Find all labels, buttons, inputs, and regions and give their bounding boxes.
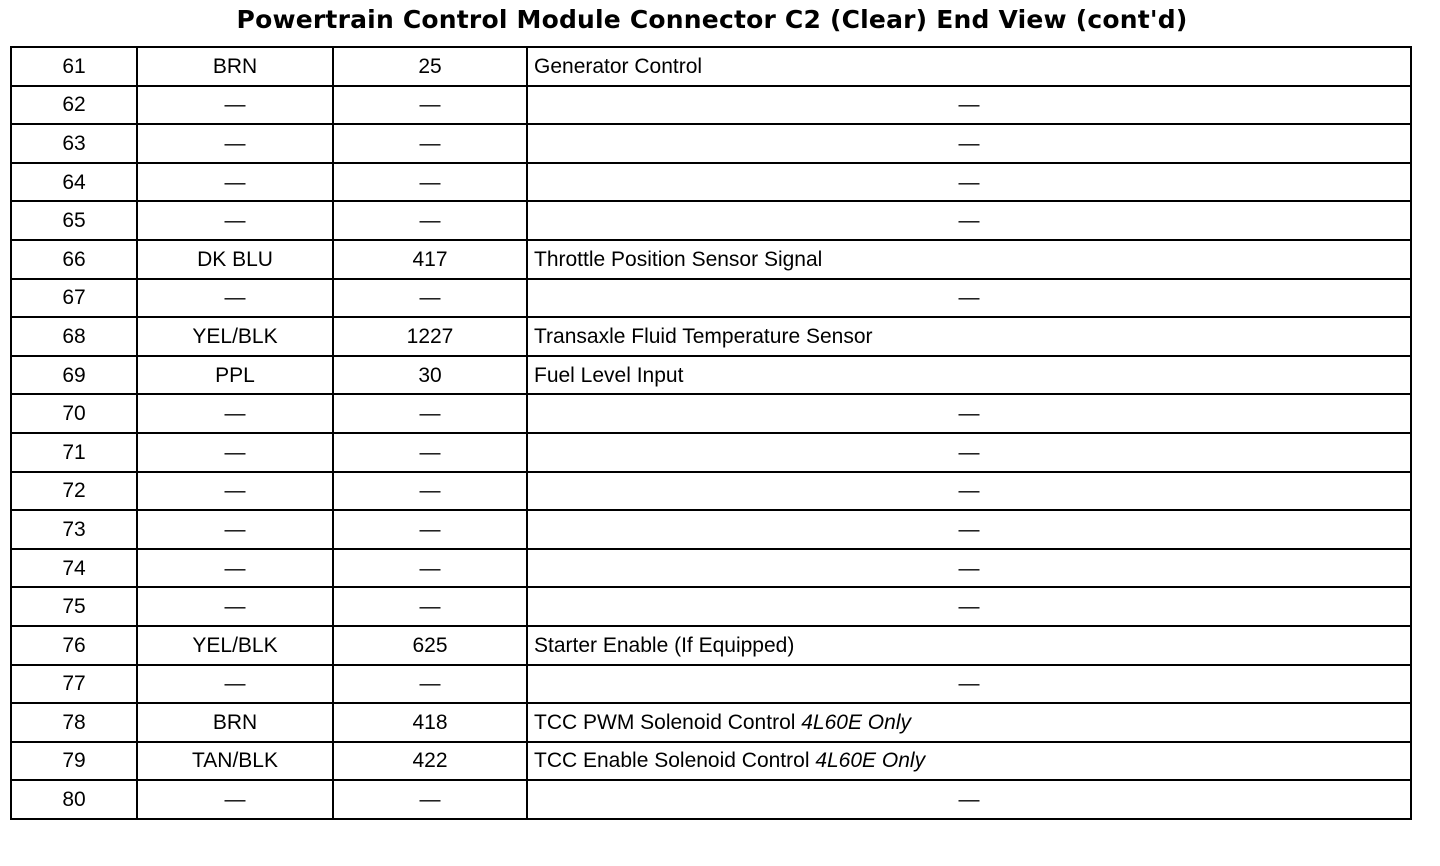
function-text: — (958, 131, 980, 155)
table-row (11, 510, 1411, 549)
table-row (11, 124, 1411, 163)
function-cell (527, 626, 1411, 665)
function-cell (527, 394, 1411, 433)
circuit-number-cell: 30 (333, 356, 527, 395)
function-text: Transaxle Fluid Temperature Sensor (534, 324, 873, 348)
table-row (11, 356, 1411, 395)
function-text: — (958, 170, 980, 194)
function-text: — (958, 440, 980, 464)
table-row (11, 587, 1411, 626)
function-cell (527, 472, 1411, 511)
pin-number-cell: 68 (11, 317, 137, 356)
table-row (11, 780, 1411, 819)
table-row (11, 163, 1411, 202)
function-text: — (958, 556, 980, 580)
circuit-number-cell: 625 (333, 626, 527, 665)
circuit-number-cell: 25 (333, 47, 527, 86)
circuit-number-cell: — (333, 433, 527, 472)
function-cell (527, 356, 1411, 395)
circuit-number-cell: — (333, 549, 527, 588)
function-cell (527, 549, 1411, 588)
pin-number-cell: 74 (11, 549, 137, 588)
function-note: 4L60E Only (801, 710, 911, 734)
pin-number-cell: 76 (11, 626, 137, 665)
function-cell (527, 433, 1411, 472)
circuit-number-cell: 1227 (333, 317, 527, 356)
wire-color-cell: — (137, 665, 333, 704)
function-text: Starter Enable (If Equipped) (534, 633, 795, 657)
function-text: TCC PWM Solenoid Control (534, 710, 802, 734)
wire-color-cell: — (137, 86, 333, 125)
pin-number-cell: 80 (11, 780, 137, 819)
table-row (11, 394, 1411, 433)
circuit-number-cell: 417 (333, 240, 527, 279)
table-row (11, 742, 1411, 781)
pin-number-cell: 77 (11, 665, 137, 704)
function-text: — (958, 595, 980, 619)
connector-pinout-table (10, 46, 1412, 820)
function-cell (527, 317, 1411, 356)
wire-color-cell: DK BLU (137, 240, 333, 279)
wire-color-cell: PPL (137, 356, 333, 395)
function-cell (527, 279, 1411, 318)
wire-color-cell: — (137, 780, 333, 819)
pin-number-cell: 72 (11, 472, 137, 511)
function-text: Fuel Level Input (534, 363, 684, 387)
function-text: — (958, 479, 980, 503)
function-text: — (958, 93, 980, 117)
table-row (11, 703, 1411, 742)
wire-color-cell: — (137, 394, 333, 433)
pin-number-cell: 79 (11, 742, 137, 781)
table-row (11, 201, 1411, 240)
function-text: — (958, 209, 980, 233)
function-text: — (958, 286, 980, 310)
function-text: — (958, 517, 980, 541)
function-text: — (958, 402, 980, 426)
table-row (11, 317, 1411, 356)
circuit-number-cell: — (333, 780, 527, 819)
pin-number-cell: 66 (11, 240, 137, 279)
function-cell (527, 780, 1411, 819)
function-cell (527, 587, 1411, 626)
function-cell (527, 201, 1411, 240)
table-row (11, 626, 1411, 665)
pinout-table-body (11, 47, 1411, 819)
function-cell (527, 163, 1411, 202)
function-cell (527, 86, 1411, 125)
wire-color-cell: — (137, 124, 333, 163)
table-row (11, 240, 1411, 279)
pin-number-cell: 69 (11, 356, 137, 395)
function-cell (527, 124, 1411, 163)
function-text: Generator Control (534, 54, 703, 78)
pin-number-cell: 73 (11, 510, 137, 549)
wire-color-cell: — (137, 279, 333, 318)
table-row (11, 433, 1411, 472)
circuit-number-cell: — (333, 665, 527, 704)
circuit-number-cell: — (333, 86, 527, 125)
wire-color-cell: TAN/BLK (137, 742, 333, 781)
function-text: — (958, 672, 980, 696)
pin-number-cell: 67 (11, 279, 137, 318)
function-cell (527, 742, 1411, 781)
function-cell (527, 665, 1411, 704)
circuit-number-cell: 422 (333, 742, 527, 781)
pin-number-cell: 70 (11, 394, 137, 433)
wire-color-cell: YEL/BLK (137, 626, 333, 665)
function-text: — (958, 788, 980, 812)
table-row (11, 47, 1411, 86)
table-row (11, 472, 1411, 511)
page-title: Powertrain Control Module Connector C2 (Clear) End View (cont'd) (236, 5, 1188, 34)
table-row (11, 279, 1411, 318)
table-row (11, 665, 1411, 704)
circuit-number-cell: 418 (333, 703, 527, 742)
wire-color-cell: — (137, 163, 333, 202)
pin-number-cell: 61 (11, 47, 137, 86)
wire-color-cell: — (137, 201, 333, 240)
pin-number-cell: 71 (11, 433, 137, 472)
circuit-number-cell: — (333, 124, 527, 163)
table-row (11, 86, 1411, 125)
wire-color-cell: BRN (137, 47, 333, 86)
pin-number-cell: 63 (11, 124, 137, 163)
function-text: TCC Enable Solenoid Control (534, 749, 816, 773)
wire-color-cell: — (137, 433, 333, 472)
function-cell (527, 703, 1411, 742)
pin-number-cell: 75 (11, 587, 137, 626)
function-cell (527, 240, 1411, 279)
pin-number-cell: 64 (11, 163, 137, 202)
function-cell (527, 510, 1411, 549)
pin-number-cell: 62 (11, 86, 137, 125)
circuit-number-cell: — (333, 472, 527, 511)
pin-number-cell: 78 (11, 703, 137, 742)
function-cell (527, 47, 1411, 86)
pin-number-cell: 65 (11, 201, 137, 240)
function-note: 4L60E Only (815, 749, 926, 773)
wire-color-cell: YEL/BLK (137, 317, 333, 356)
circuit-number-cell: — (333, 510, 527, 549)
wire-color-cell: — (137, 472, 333, 511)
circuit-number-cell: — (333, 163, 527, 202)
wire-color-cell: — (137, 587, 333, 626)
circuit-number-cell: — (333, 279, 527, 318)
circuit-number-cell: — (333, 587, 527, 626)
table-row (11, 549, 1411, 588)
function-text: Throttle Position Sensor Signal (534, 247, 823, 271)
wire-color-cell: BRN (137, 703, 333, 742)
circuit-number-cell: — (333, 201, 527, 240)
wire-color-cell: — (137, 510, 333, 549)
circuit-number-cell: — (333, 394, 527, 433)
wire-color-cell: — (137, 549, 333, 588)
